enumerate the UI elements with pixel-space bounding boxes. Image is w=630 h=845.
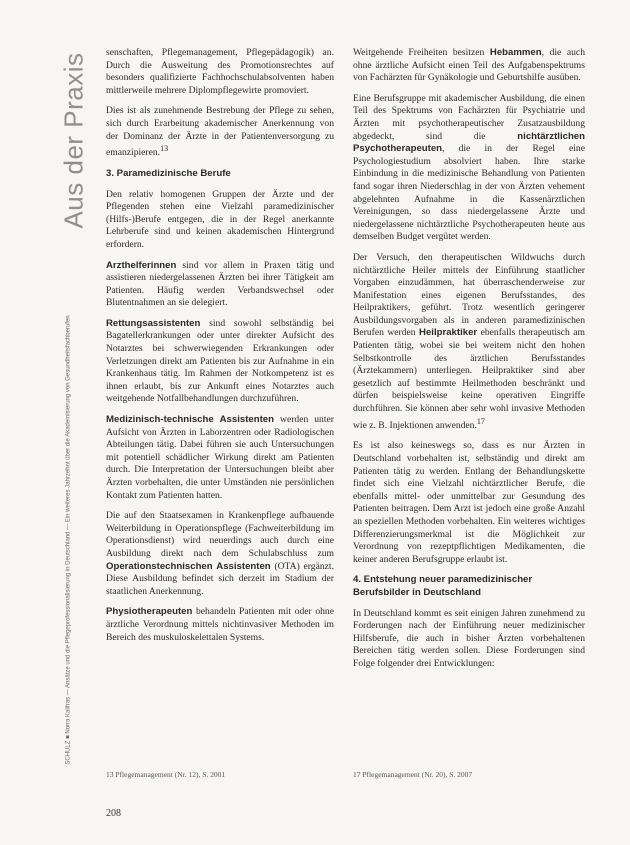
left-column [106, 47, 334, 652]
term: Physiotherapeuten [106, 606, 193, 618]
right-column [353, 47, 585, 679]
section-heading: 4. Entstehung neuer paramedizinischer Berufsbilder in Deutschland [353, 574, 533, 598]
section-title [52, 40, 96, 240]
term: Operationstechnischen Assistenten [106, 560, 271, 572]
section-heading: 3. Paramedizinische Berufe [106, 167, 231, 179]
footnote-ref: 17 [476, 416, 485, 426]
term: nichtärztlichen Psychotherapeuten [353, 130, 585, 155]
paragraph: Arzthelferinnen sind vor allem in Praxen tätig und assistieren niedergelassenen Ärzten bei ihrer Tätigkeit am Patienten. Häufig werden Verbandswechsel oder Blutentnahmen an sie delegiert. [106, 259, 334, 309]
footnote: 17 Pflegemanagement (Nr. 20), S. 2007 [353, 770, 473, 779]
term: Medizinisch-technische Assistenten [106, 414, 274, 426]
footnote: 13 Pflegemanagement (Nr. 12), S. 2001 [106, 770, 226, 779]
paragraph: Den relativ homogenen Gruppen der Ärzte und der Pflegenden stehen eine Vielzahl paramedizinischer (Hilfs-)Berufe entgegen, die in der Regel anerkannte Lehrberufe sind und keinen akademischen Hintergrund erfordern. [106, 188, 334, 250]
term: Rettungsassistenten [106, 317, 201, 329]
running-footer [62, 315, 76, 765]
term: Heilpraktiker [419, 327, 478, 339]
paragraph: Rettungsassistenten sind sowohl selbständig bei Bagatellerkrankungen oder unter direkter Aufsicht des Notarztes bei schwerwiegenden Erkrankungen oder Verletzungen direkt am Patienten bis zur Aufnahme in ein Krankenhaus tätig. Im Rahmen der Notkompetenz ist es ihnen erlaubt, bis zur Ankunft eines Notarztes auch weitgehende Notfallbehandlungen durchzuführen. [106, 317, 334, 405]
paragraph: Eine Berufsgruppe mit akademischer Ausbildung, die einen Teil des Spektrums von Fachärzten für Psychiatrie und Ärzten mit psychotherapeutischer Zusatzausbildung abgedeckt, sind die nichtärztlichen Psychotherapeuten, die in der Regel eine Psychologiestudium absolviert haben. Ihre starke Einbindung in die medizinische Behandlung von Patienten fand sogar ihren Niederschlag in der von Ärzten vehement abgelehnten Aufnahme in die Kassenärztlichen Vereinigungen, so dass niedergelassene Ärzte und niedergelassene nichtärztliche Psychotherapeuten heute aus demselben Budget vergütet werden. [353, 92, 585, 243]
paragraph: Physiotherapeuten behandeln Patienten mit oder ohne ärztliche Verordnung mittels nichtinvasiver Methoden im Bereich des muskuloskelettalen Systems. [106, 606, 334, 643]
paragraph: Medizinisch-technische Assistenten werden unter Aufsicht von Ärzten in Laborzentren oder Radiologischen Abteilungen tätig. Dabei führen sie auch Untersuchungen mit potentiell schädlicher Wirkung direkt am Patienten durch. Die Interpretation der Untersuchungen bleibt aber Ärzten vorbehalten, die unter Umständen nie persönlichen Kontakt zum Patienten hatten. [106, 414, 334, 501]
paragraph: senschaften, Pflegemanagement, Pflegepädagogik) an. Durch die Ausweitung des Promotionsrechtes auf besonders qualifizierte Fachhochschulabsolventen haben mittlerweile mehrere Diplompflegewirte promoviert. [106, 47, 334, 96]
paragraph: Der Versuch, den therapeutischen Wildwuchs durch nichtärztliche Heiler mittels der Einführung staatlicher Vorgaben einzudämmen, hat überraschenderweise zur Manifestation eines eigenen Berufsstandes, des Heilpraktikers, geführt. Trotz wesentlich geringerer Ausbildungsvorgaben als in anderen paramedizinischen Berufen werden Heilpraktiker ebenfalls therapeutisch am Patienten tätig, wobei sie bei weitem nicht den hohen Selbstkontrolle des ärztlichen Berufsstandes (Ärztekammern) unterliegen. Heilpraktiker sind aber gesetzlich auf bestimmte Heilmethoden beschränkt und dürfen beispielsweise keine operativen Eingriffe durchführen. Sie können aber sehr wohl invasive Methoden wie z. B. Injektionen anwenden.$^{17}$ [353, 251, 585, 431]
paragraph: Dies ist als zunehmende Bestrebung der Pflege zu sehen, sich durch Erarbeitung akademischer Anerkennung von der Dominanz der Ärzte in der Patientenversorgung zu emanzipieren.$^{13}$ [106, 105, 334, 159]
paragraph: In Deutschland kommt es seit einigen Jahren zunehmend zu Forderungen nach der Einführung neuer medizinischer Hilfsberufe, die auch in bisher Ärzten vorbehaltenen Bereichen tätig werden sollen. Diese Forderungen sind Folge folgender drei Entwicklungen: [353, 607, 585, 669]
term: Arzthelferinnen [106, 259, 177, 271]
footnote-ref: 13 [160, 144, 169, 154]
paragraph: Es ist also keineswegs so, dass es nur Ärzten in Deutschland vorbehalten ist, selbständig und direkt am Patienten tätig zu werden. Entlang der Behandlungskette findet sich eine Vielzahl nichtärztlicher Berufe, die ebenfalls mittel- oder unmittelbar zur Gesundung des Patienten beitragen. Dem Arzt ist jedoch eine große Anzahl an speziellen Methoden vorbehalten. Ein weiteres wichtiges Differenzierungsmerkmal ist die Möglichkeit zur Verordnung von rezeptpflichtigen Medikamenten, die keiner anderen Berufsgruppe erlaubt ist. [353, 440, 585, 565]
paragraph: Die auf den Staatsexamen in Krankenpflege aufbauende Weiterbildung in Operationspflege (Fachweiterbildung im Operationsdienst) wird neuerdings auch durch eine Ausbildung direkt nach dem Schulabschluss zum Operationstechnischen Assistenten (OTA) ergänzt. Diese Ausbildung befindet sich derzeit im Stadium der staatlichen Anerkennung. [106, 510, 334, 597]
term: Hebammen [489, 47, 542, 58]
section-title-text: Aus der Praxis [58, 51, 89, 229]
page-number: 208 [106, 808, 121, 819]
running-footer-text: SCHULZ ■ Norra Kalifras — Ansätze und die Pflegeprofessionalisierung in Deutschland — Ein weiteres Jahrzehnt über die Akademisierung von Gesundheitsfachberufen [66, 315, 73, 765]
paragraph: Weitgehende Freiheiten besitzen Hebammen, die auch ohne ärztliche Aufsicht einen Teil des Aufgabenspektrums von Fachärzten für Gynäkologie und Geburtshilfe ausüben. [353, 47, 585, 84]
